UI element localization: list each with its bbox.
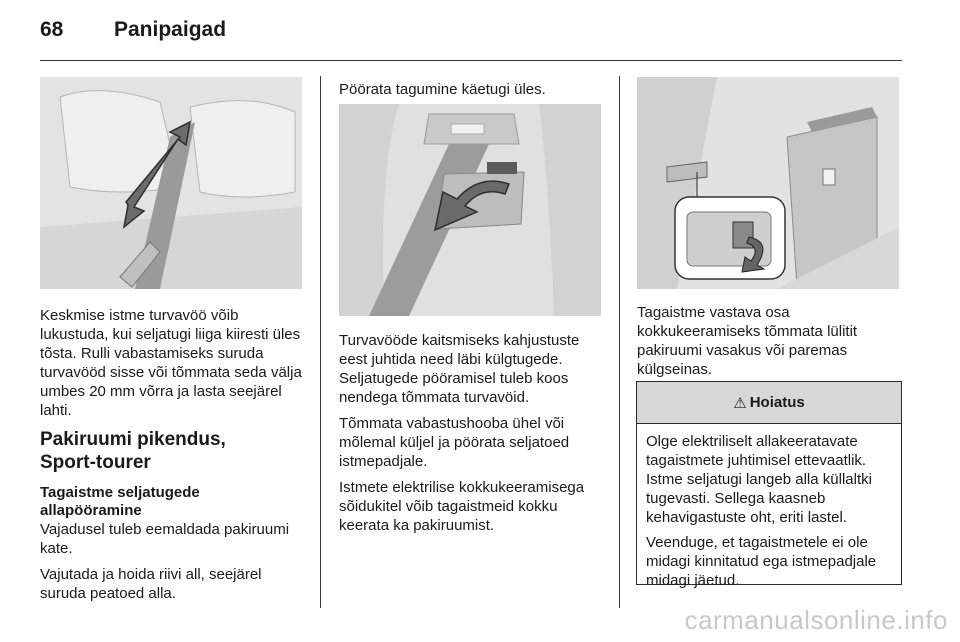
section-heading: Pakiruumi pikendus, Sport-tourer	[40, 429, 226, 473]
warning-para-2: Veenduge, et tagaistmetele ei ole midagi kinnitatud ega istmepadjale midagi jäetud.	[646, 534, 877, 589]
right-caption: Tagaistme vastava osa kokkukeeramiseks tõmmata lülitit pakiruumi vasakus või paremas külgseinas.	[637, 304, 858, 378]
column-divider-1	[320, 76, 321, 608]
middle-intro: Pöörata tagumine käetugi üles.	[339, 81, 546, 98]
middle-para-1: Turvavööde kaitsmiseks kahjustuste eest juhtida need läbi külgtugede. Seljatugede pööramisel tuleb koos nendega tõmmata turvavöid.	[339, 332, 580, 406]
left-column	[40, 306, 302, 610]
right-column	[637, 303, 901, 386]
warning-box	[636, 381, 902, 589]
subsection-heading: Tagaistme seljatugede allapööramine	[40, 484, 200, 519]
warning-title: Hoiatus	[749, 394, 805, 411]
warning-para-1: Olge elektriliselt allakeeratavate tagaistmete juhtimisel ettevaatlik. Istme seljatugi langeb alla küllaltki tugevasti. Sellega kaasneb kehavigastuste oht, eriti lastel.	[646, 433, 872, 526]
column-divider-2	[619, 76, 620, 608]
page-header	[40, 18, 226, 42]
middle-para-2: Tõmmata vabastushooba ühel või mõlemal küljel ja pöörata seljatoed istmepadjale.	[339, 415, 570, 470]
left-caption: Keskmise istme turvavöö võib lukustuda, kui seljatugi liiga kiiresti üles tõsta. Rulli vabastamiseks suruda turvavööd sisse või tõmmata seda välja umbes 20 mm võrra ja lasta seejärel lahti.	[40, 307, 302, 419]
illustration-seatbelt-reel	[40, 77, 302, 289]
warning-body	[637, 424, 901, 590]
warning-triangle-icon: ⚠	[733, 394, 747, 412]
left-para-2: Vajutada ja hoida riivi all, seejärel suruda peatoed alla.	[40, 566, 262, 602]
page-number: 68	[40, 18, 64, 41]
left-para-1: Vajadusel tuleb eemaldada pakiruumi kate.	[40, 521, 290, 557]
warning-header	[637, 382, 901, 424]
header-rule	[40, 60, 902, 61]
middle-para-3: Istmete elektrilise kokkukeeramisega sõidukitel võib tagaistmeid kokku keerata ka pakiruumist.	[339, 479, 585, 534]
illustration-cargo-switch	[637, 77, 899, 289]
watermark: carmanualsonline.info	[684, 605, 948, 635]
middle-column	[339, 331, 607, 542]
illustration-armrest	[339, 104, 601, 316]
page-title: Panipaigad	[114, 18, 227, 41]
